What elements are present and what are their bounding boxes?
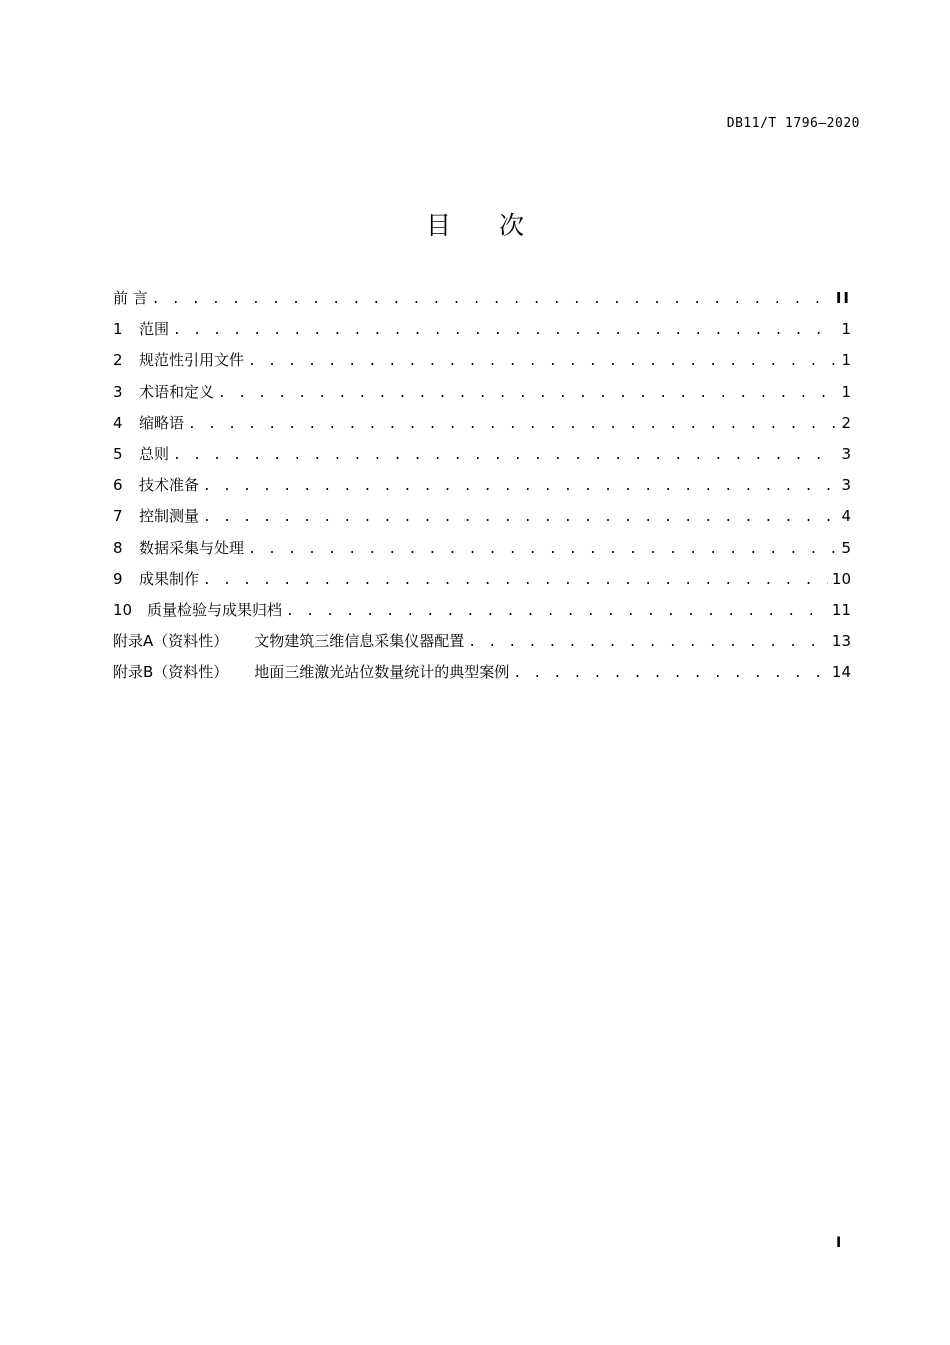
toc-leader-dots <box>203 476 837 498</box>
toc-entry-page: 1 <box>841 351 851 370</box>
toc-entry-page: 10 <box>831 569 851 588</box>
toc-entry-title: 数据采集与处理 <box>139 538 245 557</box>
toc-entry-page: II <box>835 289 851 307</box>
toc-entry-10[interactable] <box>113 599 851 630</box>
standard-number: DB11/T 1796—2020 <box>726 116 860 131</box>
toc-entry-title: 规范性引用文件 <box>139 351 245 370</box>
toc-entry-page: 11 <box>831 600 851 619</box>
toc-entry-page: 2 <box>841 413 851 432</box>
toc-leader-dots <box>152 289 832 311</box>
toc-entry-number: 10 <box>113 600 133 619</box>
toc-entry-3[interactable] <box>113 381 851 412</box>
toc-entry-2[interactable] <box>113 349 851 380</box>
toc-entry-8[interactable] <box>113 537 851 568</box>
toc-leader-dots <box>203 570 828 592</box>
toc-entry-title: 总则 <box>139 444 170 463</box>
toc-entry-title: 范围 <box>139 320 170 339</box>
toc-entry-number: 1 <box>113 320 123 339</box>
toc-entry-foreword[interactable] <box>113 287 851 318</box>
toc-entry-number: 4 <box>113 413 123 432</box>
toc-appendix-label: 附录B（资料性） <box>113 663 229 682</box>
toc-entry-page: 5 <box>841 538 851 557</box>
toc-entry-number: 9 <box>113 569 123 588</box>
toc-entry-number: 2 <box>113 351 123 370</box>
toc-entry-page: 13 <box>831 632 851 651</box>
toc-entry-page: 1 <box>841 382 851 401</box>
toc-leader-dots <box>248 351 837 373</box>
toc-entry-6[interactable] <box>113 474 851 505</box>
table-of-contents <box>113 287 851 692</box>
toc-entry-page: 14 <box>831 663 851 682</box>
toc-entry-5[interactable] <box>113 443 851 474</box>
toc-leader-dots <box>468 632 828 654</box>
toc-entry-title: 质量检验与成果归档 <box>147 600 283 619</box>
toc-entry-page: 4 <box>841 507 851 526</box>
toc-entry-page: 3 <box>841 476 851 495</box>
toc-entry-page: 3 <box>841 444 851 463</box>
toc-entry-number: 5 <box>113 444 123 463</box>
toc-entry-title: 成果制作 <box>139 569 200 588</box>
page-number: I <box>836 1235 842 1251</box>
toc-entry-title: 文物建筑三维信息采集仪器配置 <box>254 632 465 651</box>
toc-entry-title: 缩略语 <box>139 413 185 432</box>
toc-leader-dots <box>513 663 828 685</box>
toc-entry-number: 6 <box>113 476 123 495</box>
toc-entry-number: 3 <box>113 382 123 401</box>
toc-entry-9[interactable] <box>113 568 851 599</box>
toc-entry-4[interactable] <box>113 412 851 443</box>
toc-leader-dots <box>173 320 837 342</box>
toc-entry-title: 前 言 <box>113 289 148 307</box>
toc-leader-dots <box>286 601 828 623</box>
toc-entry-appendix-b[interactable] <box>113 661 851 692</box>
toc-leader-dots <box>203 507 837 529</box>
toc-appendix-label: 附录A（资料性） <box>113 632 229 651</box>
toc-leader-dots <box>173 445 837 467</box>
toc-leader-dots <box>218 383 837 405</box>
toc-entry-title: 地面三维激光站位数量统计的典型案例 <box>254 663 510 682</box>
toc-entry-title: 控制测量 <box>139 507 200 526</box>
toc-entry-title: 技术准备 <box>139 476 200 495</box>
toc-entry-number: 8 <box>113 538 123 557</box>
toc-leader-dots <box>248 539 837 561</box>
toc-entry-title: 术语和定义 <box>139 382 215 401</box>
toc-entry-page: 1 <box>841 320 851 339</box>
toc-entry-number: 7 <box>113 507 123 526</box>
toc-leader-dots <box>188 414 837 436</box>
toc-entry-7[interactable] <box>113 505 851 536</box>
toc-entry-1[interactable] <box>113 318 851 349</box>
toc-entry-appendix-a[interactable] <box>113 630 851 661</box>
page-title: 目 次 <box>426 211 544 240</box>
